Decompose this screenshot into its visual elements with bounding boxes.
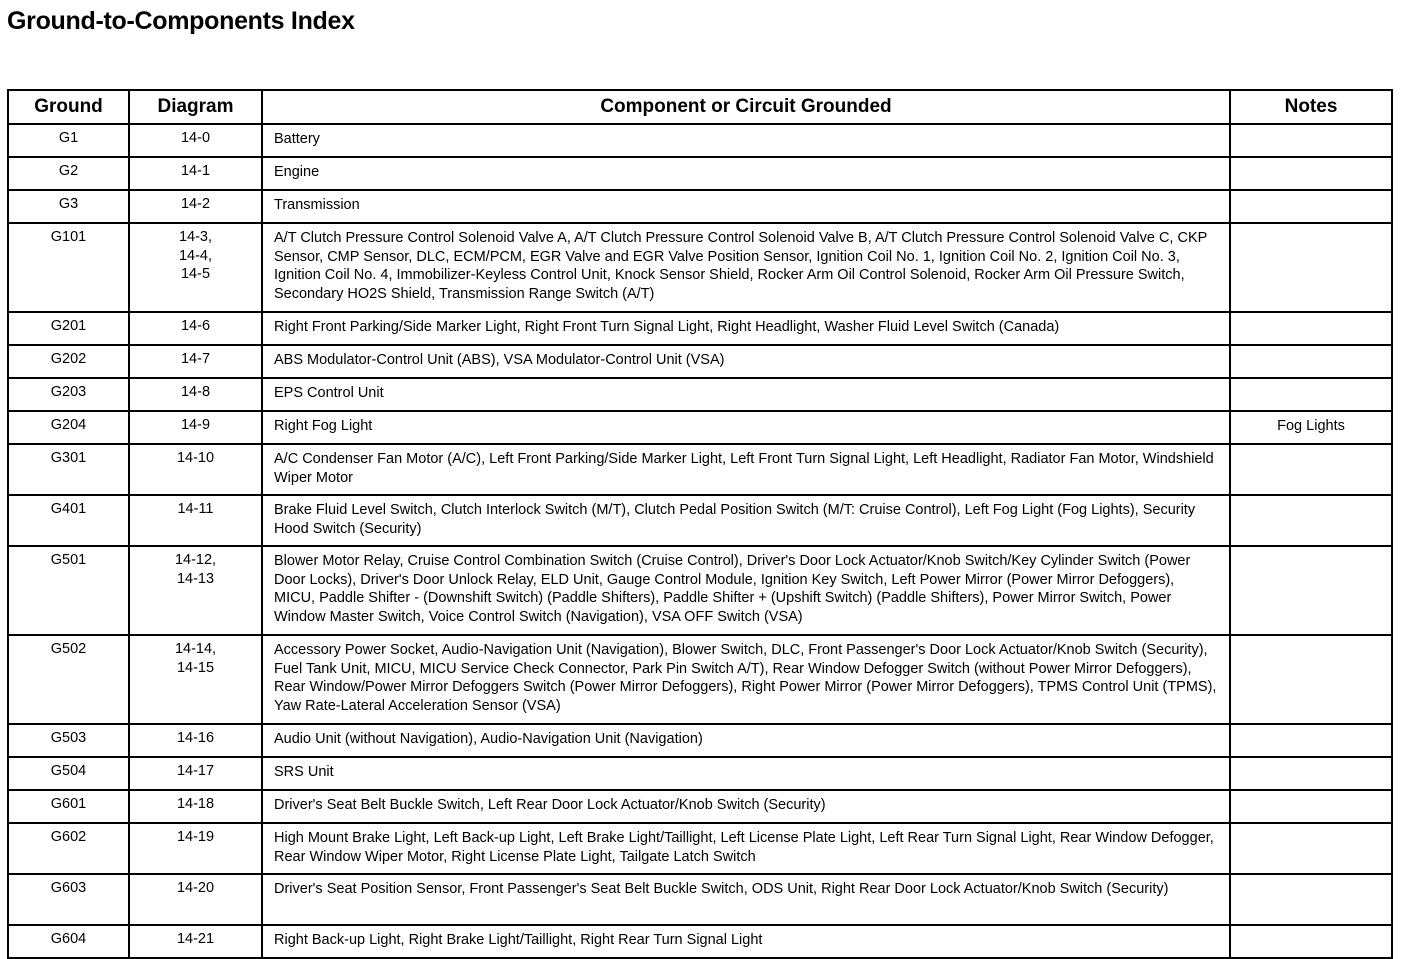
notes-cell xyxy=(1230,190,1392,223)
diagram-cell xyxy=(129,757,262,790)
ground-index-table xyxy=(7,89,1393,959)
component-cell: Driver's Seat Belt Buckle Switch, Left Rear Door Lock Actuator/Knob Switch (Security) xyxy=(262,790,1230,823)
diagram-cell xyxy=(129,345,262,378)
diagram-cell xyxy=(129,724,262,757)
component-cell: Audio Unit (without Navigation), Audio-Navigation Unit (Navigation) xyxy=(262,724,1230,757)
ground-cell: G101 xyxy=(8,223,129,312)
component-cell: Battery xyxy=(262,124,1230,157)
notes-cell xyxy=(1230,925,1392,958)
table-row xyxy=(8,345,1392,378)
diagram-ref: 14-17 xyxy=(176,763,215,779)
table-row xyxy=(8,757,1392,790)
table-row xyxy=(8,223,1392,312)
component-cell: EPS Control Unit xyxy=(262,378,1230,411)
diagram-cell xyxy=(129,790,262,823)
ground-cell: G2 xyxy=(8,157,129,190)
diagram-ref: 14-21 xyxy=(176,931,215,947)
table-row xyxy=(8,790,1392,823)
component-cell: ABS Modulator-Control Unit (ABS), VSA Modulator-Control Unit (VSA) xyxy=(262,345,1230,378)
notes-cell xyxy=(1230,546,1392,635)
diagram-cell xyxy=(129,546,262,635)
ground-cell: G603 xyxy=(8,874,129,925)
component-cell: A/C Condenser Fan Motor (A/C), Left Front Parking/Side Marker Light, Left Front Turn Signal Light, Left Headlight, Radiator Fan Motor, Windshield Wiper Motor xyxy=(262,444,1230,495)
header-diagram: Diagram xyxy=(129,90,262,124)
table-row xyxy=(8,411,1392,444)
notes-cell xyxy=(1230,124,1392,157)
diagram-ref: 14-14, xyxy=(174,641,217,657)
table-row xyxy=(8,724,1392,757)
diagram-ref: 14-15 xyxy=(176,659,215,676)
table-row xyxy=(8,378,1392,411)
header-component: Component or Circuit Grounded xyxy=(262,90,1230,124)
notes-cell xyxy=(1230,635,1392,724)
ground-cell: G1 xyxy=(8,124,129,157)
component-cell: Driver's Seat Position Sensor, Front Passenger's Seat Belt Buckle Switch, ODS Unit, Right Rear Door Lock Actuator/Knob Switch (Security) xyxy=(262,874,1230,925)
diagram-ref: 14-3, xyxy=(178,229,213,245)
diagram-cell xyxy=(129,124,262,157)
diagram-cell xyxy=(129,635,262,724)
diagram-ref: 14-6 xyxy=(180,318,211,334)
table-row xyxy=(8,124,1392,157)
ground-cell: G203 xyxy=(8,378,129,411)
diagram-ref: 14-10 xyxy=(176,450,215,466)
diagram-ref: 14-8 xyxy=(180,384,211,400)
notes-cell xyxy=(1230,874,1392,925)
ground-cell: G201 xyxy=(8,312,129,345)
table-row xyxy=(8,823,1392,874)
component-cell: High Mount Brake Light, Left Back-up Light, Left Brake Light/Taillight, Left License Plate Light, Left Rear Turn Signal Light, Rear Window Defogger, Rear Window Wiper Motor, Right License Plate Light, Tailgate Latch Switch xyxy=(262,823,1230,874)
diagram-ref: 14-16 xyxy=(176,730,215,746)
notes-cell xyxy=(1230,312,1392,345)
component-cell: Blower Motor Relay, Cruise Control Combination Switch (Cruise Control), Driver's Door Lock Actuator/Knob Switch/Key Cylinder Switch (Power Door Locks), Driver's Door Unlock Relay, ELD Unit, Gauge Control Module, Ignition Key Switch, Left Power Mirror (Power Mirror Defoggers), MICU, Paddle Shifter - (Downshift Switch) (Paddle Shifters), Paddle Shifter + (Upshift Switch) (Paddle Shifters), Power Mirror Switch, Power Window Master Switch, Voice Control Switch (Navigation), VSA OFF Switch (VSA) xyxy=(262,546,1230,635)
component-cell: SRS Unit xyxy=(262,757,1230,790)
diagram-cell xyxy=(129,312,262,345)
notes-cell xyxy=(1230,495,1392,546)
ground-cell: G503 xyxy=(8,724,129,757)
page-title: Ground-to-Components Index xyxy=(7,7,355,35)
component-cell: Transmission xyxy=(262,190,1230,223)
header-ground: Ground xyxy=(8,90,129,124)
diagram-ref: 14-2 xyxy=(180,196,211,212)
ground-cell: G502 xyxy=(8,635,129,724)
component-cell: Engine xyxy=(262,157,1230,190)
diagram-ref: 14-9 xyxy=(180,417,211,433)
diagram-cell xyxy=(129,823,262,874)
table-row xyxy=(8,495,1392,546)
ground-cell: G504 xyxy=(8,757,129,790)
table-row xyxy=(8,190,1392,223)
diagram-ref: 14-1 xyxy=(180,163,211,179)
table-row xyxy=(8,312,1392,345)
notes-cell xyxy=(1230,157,1392,190)
component-cell: A/T Clutch Pressure Control Solenoid Valve A, A/T Clutch Pressure Control Solenoid Valve B, A/T Clutch Pressure Control Solenoid Valve C, CKP Sensor, CMP Sensor, DLC, ECM/PCM, EGR Valve and EGR Valve Position Sensor, Ignition Coil No. 1, Ignition Coil No. 2, Ignition Coil No. 3, Ignition Coil No. 4, Immobilizer-Keyless Control Unit, Knock Sensor Shield, Rocker Arm Oil Control Solenoid, Rocker Arm Oil Pressure Switch, Secondary HO2S Shield, Transmission Range Switch (A/T) xyxy=(262,223,1230,312)
diagram-cell xyxy=(129,925,262,958)
table-row xyxy=(8,635,1392,724)
ground-cell: G301 xyxy=(8,444,129,495)
ground-cell: G501 xyxy=(8,546,129,635)
notes-cell xyxy=(1230,724,1392,757)
table-row xyxy=(8,444,1392,495)
component-cell: Right Back-up Light, Right Brake Light/Taillight, Right Rear Turn Signal Light xyxy=(262,925,1230,958)
notes-cell xyxy=(1230,823,1392,874)
component-cell: Right Front Parking/Side Marker Light, Right Front Turn Signal Light, Right Headlight, Washer Fluid Level Switch (Canada) xyxy=(262,312,1230,345)
diagram-cell xyxy=(129,495,262,546)
diagram-ref: 14-0 xyxy=(180,130,211,146)
table-row xyxy=(8,157,1392,190)
diagram-ref: 14-13 xyxy=(176,570,215,587)
notes-cell xyxy=(1230,757,1392,790)
table-row xyxy=(8,925,1392,958)
diagram-cell xyxy=(129,378,262,411)
ground-cell: G604 xyxy=(8,925,129,958)
diagram-cell xyxy=(129,157,262,190)
header-row xyxy=(8,90,1392,124)
ground-cell: G601 xyxy=(8,790,129,823)
component-cell: Accessory Power Socket, Audio-Navigation Unit (Navigation), Blower Switch, DLC, Front Passenger's Door Lock Actuator/Knob Switch (Security), Fuel Tank Unit, MICU, MICU Service Check Connector, Park Pin Switch A/T), Rear Window Defogger Switch (without Power Mirror Defoggers), Rear Window/Power Mirror Defoggers Switch (Power Mirror Defoggers), Right Power Mirror (Power Mirror Defoggers), TPMS Control Unit (TPMS), Yaw Rate-Lateral Acceleration Sensor (VSA) xyxy=(262,635,1230,724)
notes-cell xyxy=(1230,790,1392,823)
diagram-cell xyxy=(129,874,262,925)
header-notes: Notes xyxy=(1230,90,1392,124)
notes-cell xyxy=(1230,444,1392,495)
diagram-ref: 14-12, xyxy=(174,552,217,568)
diagram-cell xyxy=(129,411,262,444)
notes-cell xyxy=(1230,223,1392,312)
diagram-ref: 14-11 xyxy=(177,501,214,517)
diagram-ref: 14-7 xyxy=(180,351,211,367)
diagram-ref: 14-18 xyxy=(176,796,215,812)
ground-cell: G401 xyxy=(8,495,129,546)
component-cell: Right Fog Light xyxy=(262,411,1230,444)
notes-cell xyxy=(1230,345,1392,378)
table-row xyxy=(8,874,1392,925)
notes-cell: Fog Lights xyxy=(1230,411,1392,444)
diagram-cell xyxy=(129,190,262,223)
diagram-cell xyxy=(129,444,262,495)
diagram-cell xyxy=(129,223,262,312)
component-cell: Brake Fluid Level Switch, Clutch Interlock Switch (M/T), Clutch Pedal Position Switch (M/T: Cruise Control), Left Fog Light (Fog Lights), Security Hood Switch (Security) xyxy=(262,495,1230,546)
table-row xyxy=(8,546,1392,635)
ground-cell: G202 xyxy=(8,345,129,378)
ground-cell: G204 xyxy=(8,411,129,444)
notes-cell xyxy=(1230,378,1392,411)
diagram-ref: 14-19 xyxy=(176,829,215,845)
diagram-ref: 14-5 xyxy=(180,266,211,283)
ground-cell: G602 xyxy=(8,823,129,874)
diagram-ref: 14-20 xyxy=(176,880,215,896)
ground-cell: G3 xyxy=(8,190,129,223)
diagram-ref: 14-4, xyxy=(178,247,213,264)
